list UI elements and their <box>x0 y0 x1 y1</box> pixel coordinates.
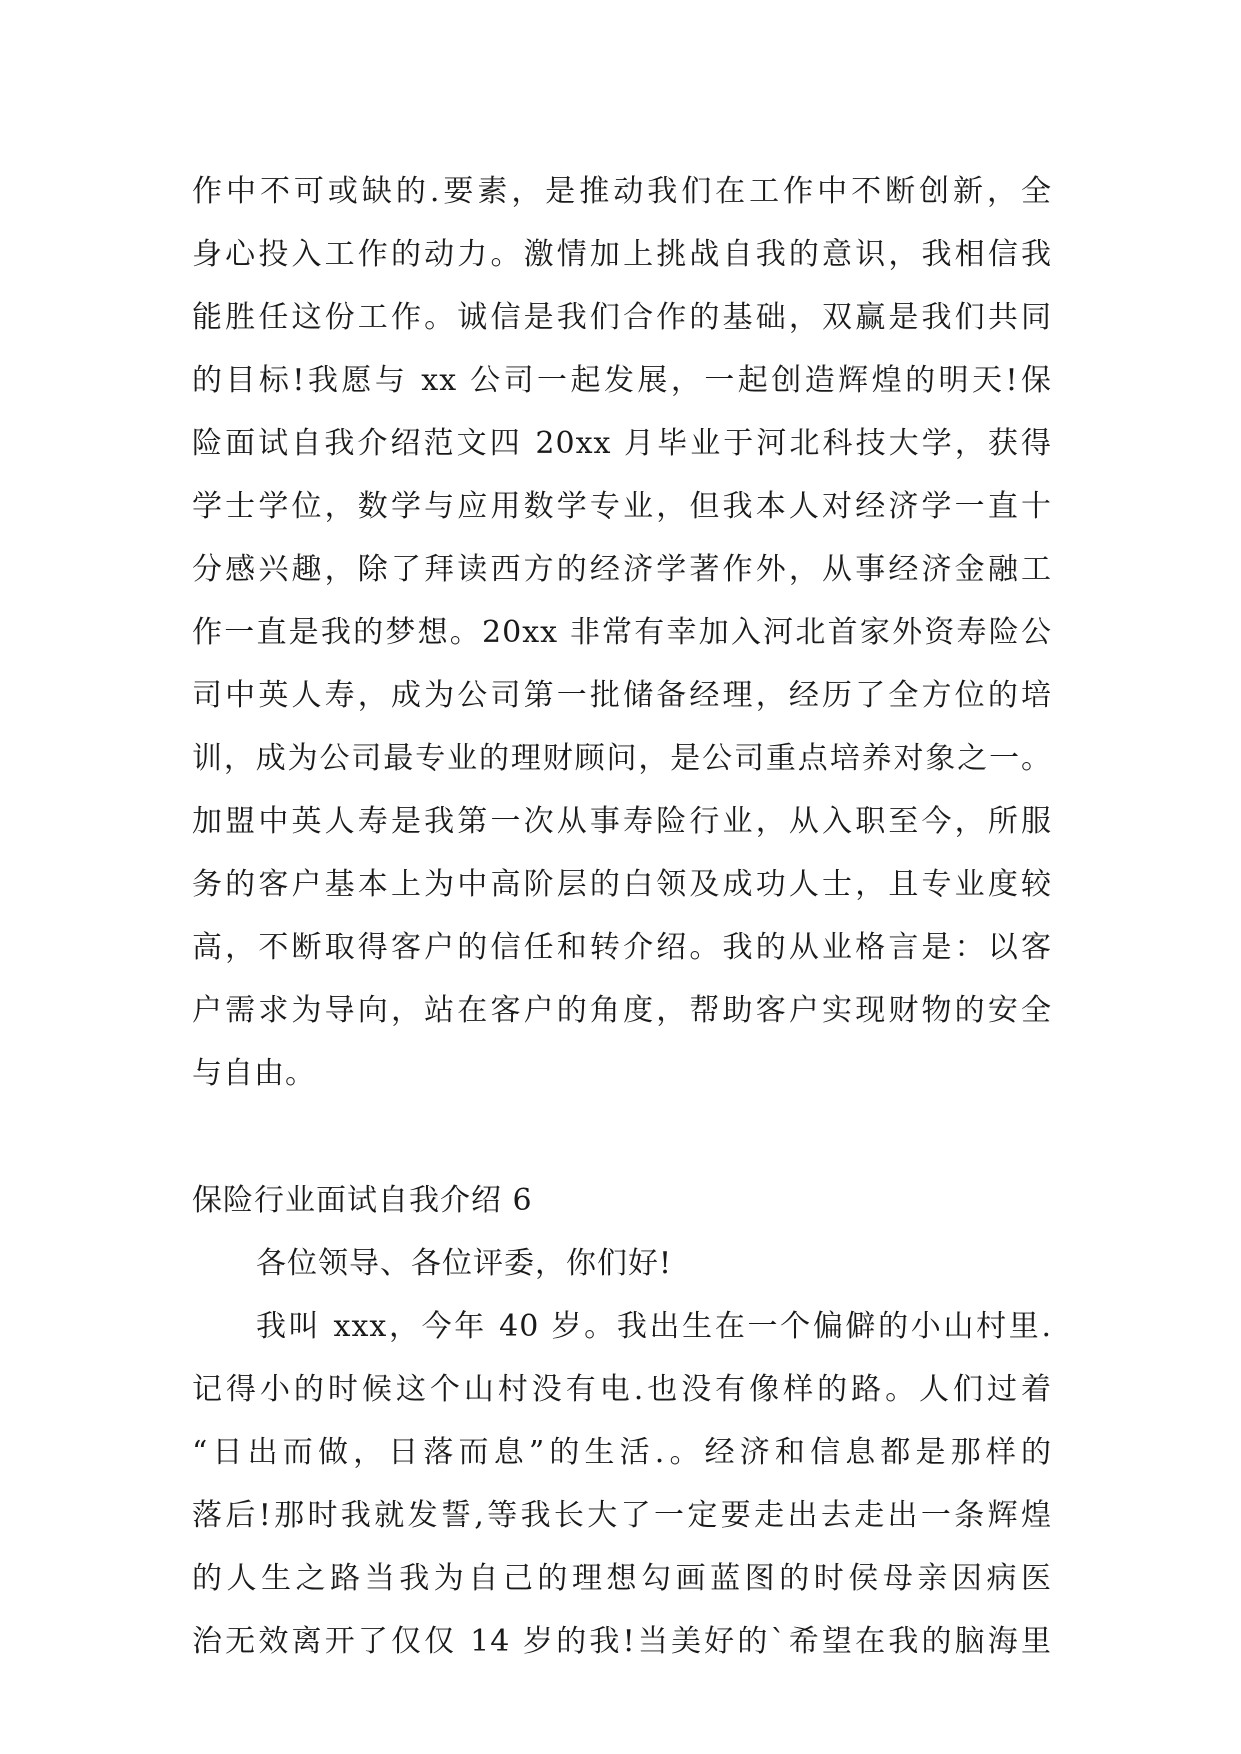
text-line: 与自由。 <box>192 1056 316 1091</box>
text-line: 作中不可或缺的.要素，是推动我们在工作中不断创新，全 <box>192 174 1052 209</box>
text-line: 我叫 xxx，今年 40 岁。我出生在一个偏僻的小山村里. <box>256 1309 1052 1344</box>
text-line: 加盟中英人寿是我第一次从事寿险行业，从入职至今，所服 <box>192 804 1052 839</box>
text-line: 记得小的时候这个山村没有电.也没有像样的路。人们过着 <box>192 1372 1052 1407</box>
text-line: 的人生之路当我为自己的理想勾画蓝图的时侯母亲因病医 <box>192 1561 1052 1596</box>
text-line: 户需求为导向，站在客户的角度，帮助客户实现财物的安全 <box>192 993 1052 1028</box>
text-line: 险面试自我介绍范文四 20xx 月毕业于河北科技大学，获得 <box>192 426 1052 461</box>
document-body <box>192 160 1052 1673</box>
text-line: 能胜任这份工作。诚信是我们合作的基础，双赢是我们共同 <box>192 300 1052 335</box>
paragraph-self-introduction <box>192 1295 1052 1673</box>
greeting-line: 各位领导、各位评委，你们好! <box>256 1246 673 1281</box>
text-line: 作一直是我的梦想。20xx 非常有幸加入河北首家外资寿险公 <box>192 615 1052 650</box>
text-line: 的目标!我愿与 xx 公司一起发展，一起创造辉煌的明天!保 <box>192 363 1052 398</box>
section-title: 保险行业面试自我介绍 6 <box>192 1183 533 1218</box>
text-line: 高，不断取得客户的信任和转介绍。我的从业格言是：以客 <box>192 930 1052 965</box>
paragraph-intro-continuation <box>192 160 1052 1105</box>
text-line: 落后!那时我就发誓,等我长大了一定要走出去走出一条辉煌 <box>192 1498 1052 1533</box>
text-line: “日出而做，日落而息”的生活.。经济和信息都是那样的 <box>192 1435 1052 1470</box>
text-line: 身心投入工作的动力。激情加上挑战自我的意识，我相信我 <box>192 237 1052 272</box>
text-line: 学士学位，数学与应用数学专业，但我本人对经济学一直十 <box>192 489 1052 524</box>
text-line: 训，成为公司最专业的理财顾问，是公司重点培养对象之一。 <box>192 741 1052 776</box>
text-line: 治无效离开了仅仅 14 岁的我!当美好的`希望在我的脑海里 <box>192 1624 1052 1659</box>
text-line: 务的客户基本上为中高阶层的白领及成功人士，且专业度较 <box>192 867 1052 902</box>
text-line: 分感兴趣，除了拜读西方的经济学著作外，从事经济金融工 <box>192 552 1052 587</box>
text-line: 司中英人寿，成为公司第一批储备经理，经历了全方位的培 <box>192 678 1052 713</box>
